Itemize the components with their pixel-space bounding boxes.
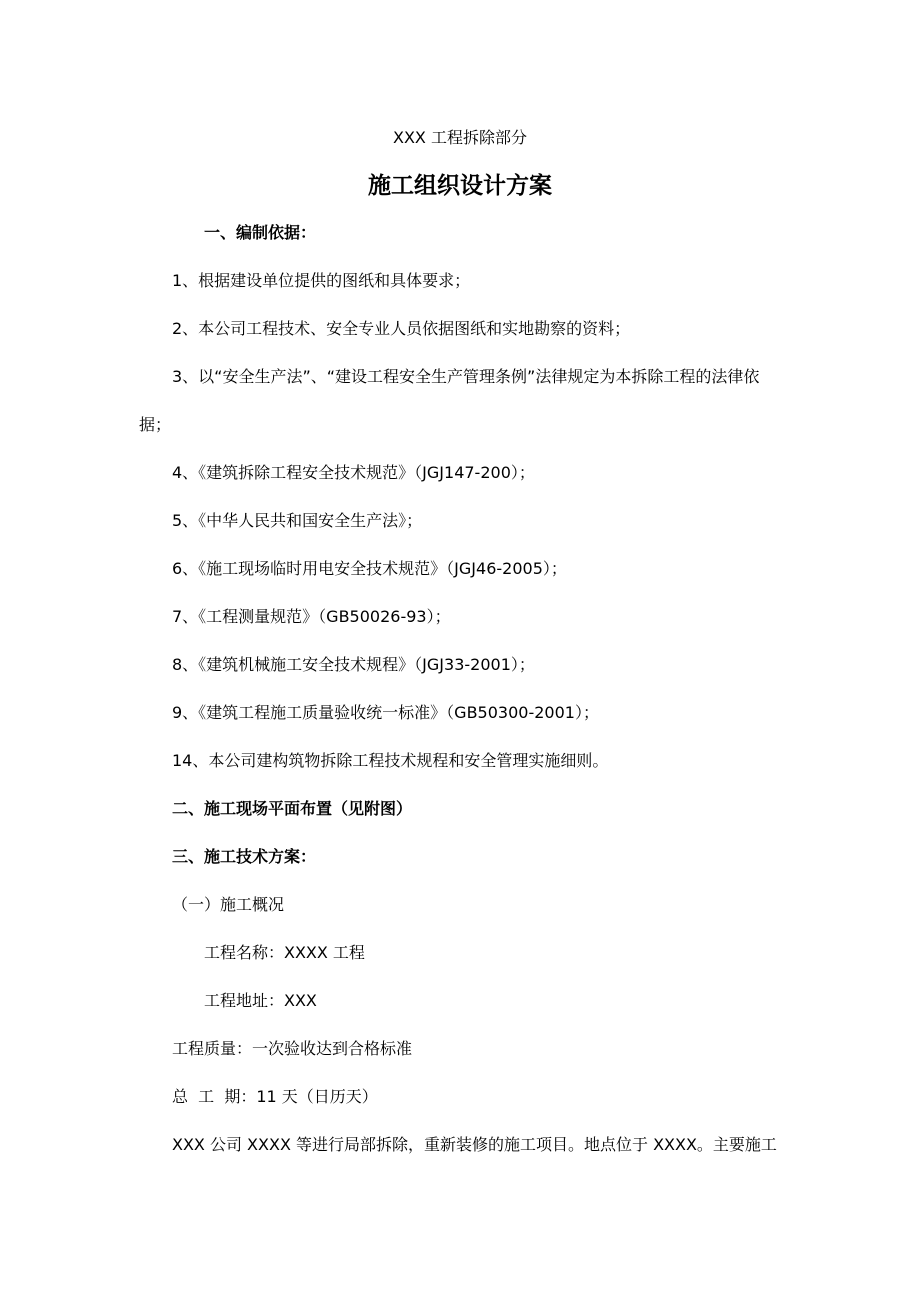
basis-item-continuation: 据；	[139, 415, 172, 434]
section-heading-site-layout: 二、施工现场平面布置（见附图）	[172, 799, 413, 818]
section-heading-technical-plan: 三、施工技术方案：	[172, 847, 317, 866]
basis-item: 4、《建筑拆除工程安全技术规范》（JGJ147-200）；	[172, 463, 535, 482]
basis-item: 3、以“安全生产法”、“建设工程安全生产管理条例”法律规定为本拆除工程的法律依	[172, 367, 760, 386]
project-description: XXX 公司 XXXX 等进行局部拆除，重新装修的施工项目。地点位于 XXXX。主要施工	[172, 1135, 777, 1154]
project-address: 工程地址：XXX	[204, 991, 317, 1010]
document-subtitle: XXX 工程拆除部分	[393, 128, 527, 147]
section-heading-basis: 一、编制依据：	[204, 223, 317, 242]
basis-item: 9、《建筑工程施工质量验收统一标准》（GB50300-2001）；	[172, 703, 599, 722]
subsection-heading-overview: （一）施工概况	[172, 895, 285, 914]
basis-item: 14、本公司建构筑物拆除工程技术规程和安全管理实施细则。	[172, 751, 609, 770]
project-quality: 工程质量：一次验收达到合格标准	[172, 1039, 413, 1058]
basis-item: 5、《中华人民共和国安全生产法》；	[172, 511, 423, 530]
project-duration: 总 工 期：11 天（日历天）	[172, 1087, 378, 1106]
basis-item: 7、《工程测量规范》（GB50026-93）；	[172, 607, 451, 626]
basis-item: 8、《建筑机械施工安全技术规程》（JGJ33-2001）；	[172, 655, 535, 674]
project-name: 工程名称：XXXX 工程	[204, 943, 365, 962]
basis-item: 6、《施工现场临时用电安全技术规范》（JGJ46-2005）；	[172, 559, 567, 578]
basis-item: 2、本公司工程技术、安全专业人员依据图纸和实地勘察的资料；	[172, 319, 631, 338]
basis-item: 1、根据建设单位提供的图纸和具体要求；	[172, 271, 471, 290]
document-title: 施工组织设计方案	[368, 173, 552, 199]
